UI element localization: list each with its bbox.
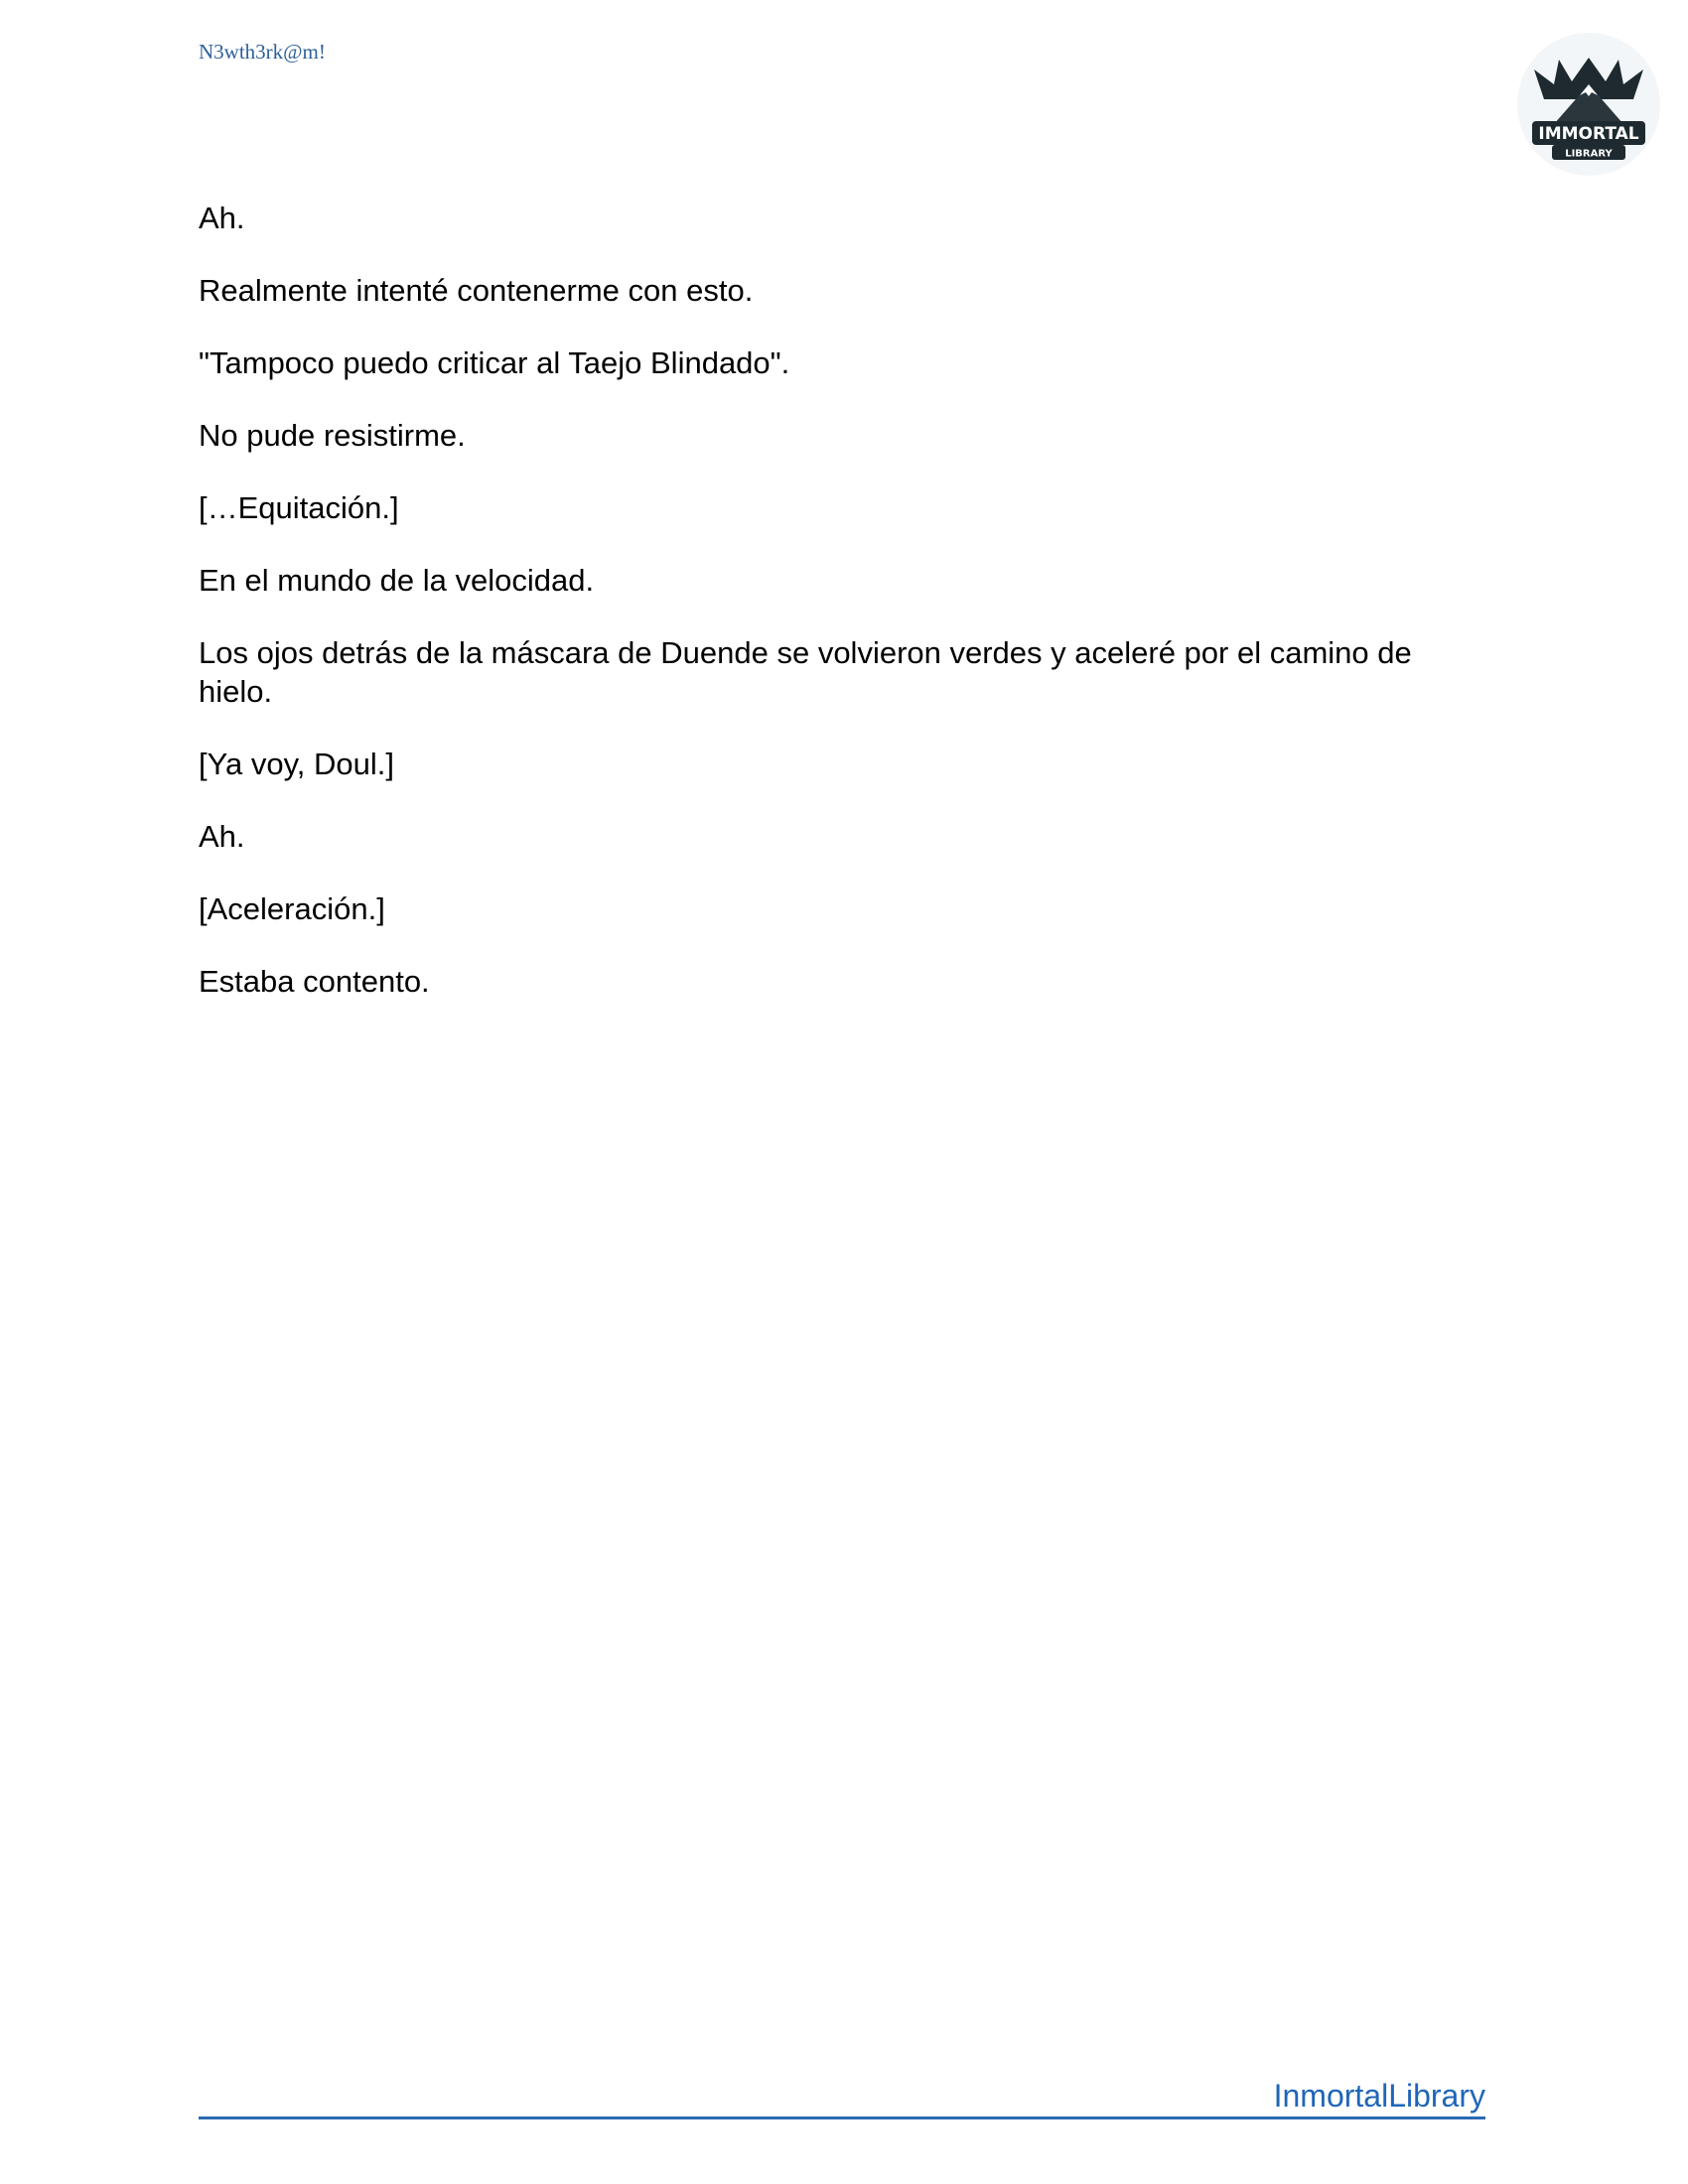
logo-emblem-icon <box>1514 30 1663 179</box>
paragraph: Ah. <box>199 819 245 854</box>
paragraph: Estaba contento. <box>199 964 430 999</box>
document-body <box>199 199 1479 1034</box>
paragraph: Los ojos detrás de la máscara de Duende se volvieron verdes y aceleré por el camino de hielo. <box>199 635 1412 709</box>
footer-rule <box>199 2075 1485 2119</box>
paragraph: No pude resistirme. <box>199 418 466 453</box>
paragraph: […Equitación.] <box>199 490 399 525</box>
footer-inmortallibrary-link[interactable]: InmortalLibrary <box>1273 2078 1485 2114</box>
logo-text-line1: IMMORTAL <box>1538 124 1639 144</box>
header-watermark: N3wth3rk@m! <box>199 40 326 64</box>
paragraph: [Ya voy, Doul.] <box>199 747 394 781</box>
immortal-library-logo <box>1514 30 1663 179</box>
paragraph: "Tampoco puedo criticar al Taejo Blindado". <box>199 345 790 380</box>
logo-text-line2: LIBRARY <box>1565 148 1613 160</box>
paragraph: [Aceleración.] <box>199 891 385 926</box>
paragraph: Ah. <box>199 201 245 235</box>
paragraph: En el mundo de la velocidad. <box>199 563 595 598</box>
paragraph: Realmente intenté contenerme con esto. <box>199 273 754 308</box>
